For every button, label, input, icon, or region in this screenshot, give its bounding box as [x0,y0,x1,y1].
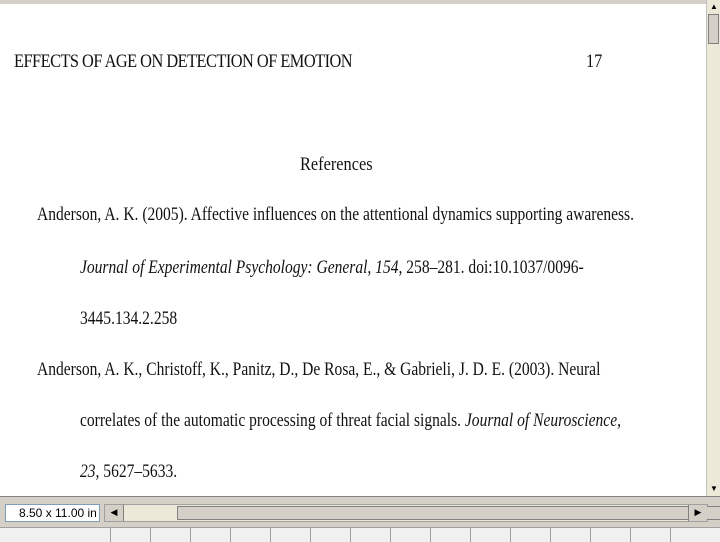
document-page [0,4,706,496]
reference-1-journal: Journal of Experimental Psychology: General, 154, [80,258,403,278]
reference-2-line-2 [80,411,621,432]
horizontal-scroll-thumb[interactable] [177,506,720,520]
reference-1-line-2 [80,258,584,279]
reference-1-line-3: 3445.134.2.258 [80,309,178,329]
vertical-scroll-thumb[interactable] [708,14,719,44]
status-bar [0,496,720,541]
arrow-down-icon[interactable]: ▼ [710,484,718,493]
reference-2-journal: Journal of Neuroscience, [464,411,621,431]
reference-2-volume: 23, [80,462,100,482]
page-size-indicator: 8.50 x 11.00 in [5,504,100,522]
arrow-left-icon[interactable]: ◀ [105,505,124,521]
references-heading: References [300,154,373,175]
reference-2-line-3 [80,462,177,483]
arrow-right-icon[interactable]: ▶ [688,505,707,521]
running-head: EFFECTS OF AGE ON DETECTION OF EMOTION [14,51,353,72]
reference-1-line-1: Anderson, A. K. (2005). Affective influences on the attentional dynamics supporting awareness. [37,205,635,225]
arrow-up-icon[interactable]: ▲ [710,2,718,11]
reference-2-line-1: Anderson, A. K., Christoff, K., Panitz, D., De Rosa, E., & Gabrieli, J. D. E. (2003). Neural [37,360,601,380]
vertical-scrollbar[interactable] [706,0,720,496]
reference-1-pages-doi: 258–281. doi:10.1037/0096- [402,258,584,278]
horizontal-scrollbar[interactable] [104,504,708,522]
reference-2-title: correlates of the automatic processing of threat facial signals. [80,411,465,431]
reference-2-pages: 5627–5633. [99,462,178,482]
page-number: 17 [586,51,603,72]
